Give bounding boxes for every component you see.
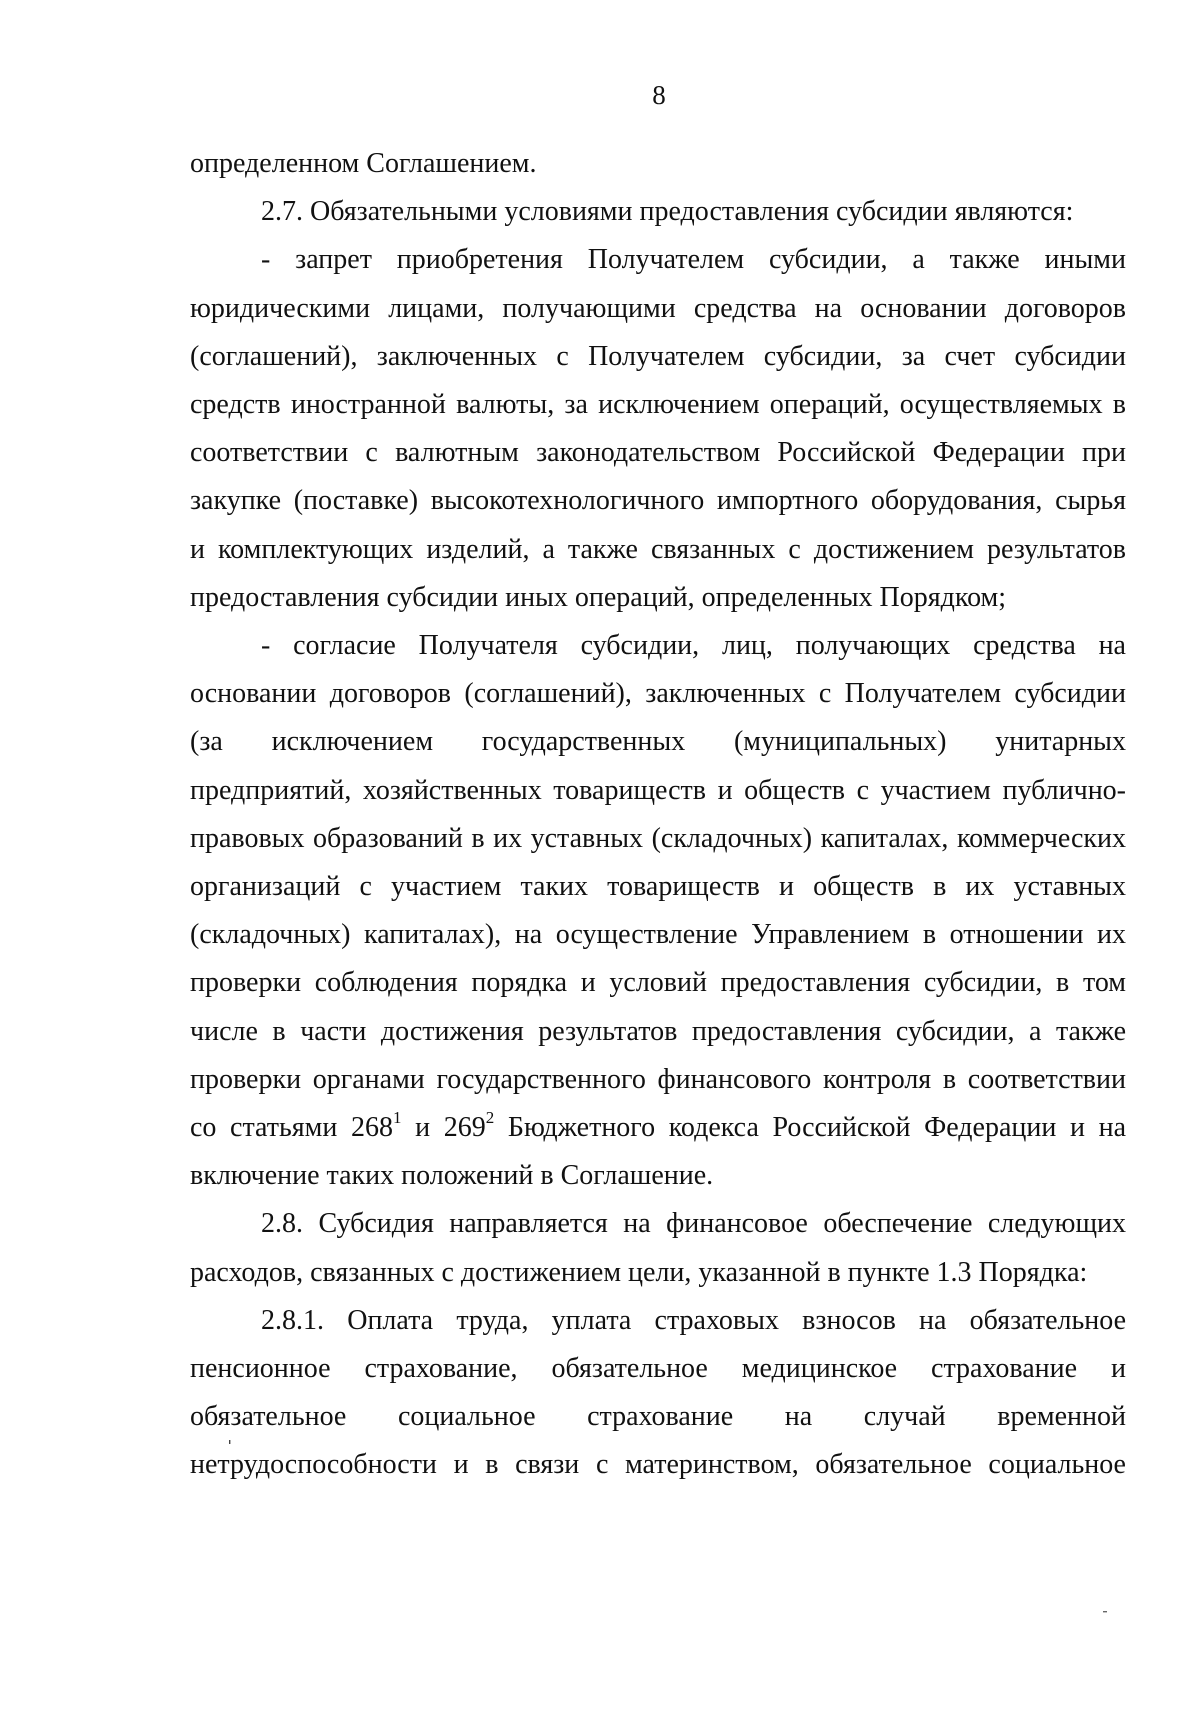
text-line: закупке (поставке) высокотехнологичного импортного оборудования, сырья <box>190 485 1126 517</box>
text-line: соответствии с валютным законодательством Российской Федерации при <box>190 437 1126 469</box>
document-body <box>190 140 1126 1490</box>
text-line: - согласие Получателя субсидии, лиц, получающих средства на <box>261 630 1126 662</box>
text-line: 2.7. Обязательными условиями предоставления субсидии являются: <box>261 196 1074 228</box>
text-line: предоставления субсидии иных операций, определенных Порядком; <box>190 581 1007 613</box>
text-line: 2.8.1. Оплата труда, уплата страховых взносов на обязательное <box>261 1304 1126 1336</box>
text-line: правовых образований в их уставных (складочных) капиталах, коммерческих <box>190 822 1126 854</box>
text-line: основании договоров (соглашений), заключенных с Получателем субсидии <box>190 678 1126 710</box>
text-line: (за исключением государственных (муниципальных) унитарных <box>190 726 1126 758</box>
page-number: 8 <box>652 80 666 110</box>
text-line: 2.8. Субсидия направляется на финансовое обеспечение следующих <box>261 1208 1126 1240</box>
text-line: средств иностранной валюты, за исключением операций, осуществляемых в <box>190 389 1126 421</box>
text-line: организаций с участием таких товариществ и обществ в их уставных <box>190 871 1126 903</box>
text-line: предприятий, хозяйственных товариществ и обществ с участием публично- <box>190 774 1126 806</box>
text-line: пенсионное страхование, обязательное медицинское страхование и <box>190 1353 1126 1385</box>
text-line: нетрудоспособности и в связи с материнством, обязательное социальное <box>190 1449 1126 1481</box>
text-line: проверки органами государственного финансового контроля в соответствии <box>190 1063 1126 1095</box>
text-line: проверки соблюдения порядка и условий предоставления субсидии, в том <box>190 967 1126 999</box>
text-line: числе в части достижения результатов предоставления субсидии, а также <box>190 1015 1126 1047</box>
text-line: - запрет приобретения Получателем субсидии, а также иными <box>261 244 1126 276</box>
text-line: обязательное социальное страхование на случай временной <box>190 1401 1126 1433</box>
text-line: юридическими лицами, получающими средства на основании договоров <box>190 292 1126 324</box>
text-line: и комплектующих изделий, а также связанных с достижением результатов <box>190 533 1126 565</box>
text-line: определенном Соглашением. <box>190 148 537 179</box>
text-line: включение таких положений в Соглашение. <box>190 1160 714 1192</box>
text-line: (соглашений), заключенных с Получателем субсидии, за счет субсидии <box>190 340 1126 372</box>
text-line: расходов, связанных с достижением цели, указанной в пункте 1.3 Порядка: <box>190 1256 1088 1288</box>
text-line: (складочных) капиталах), на осуществление Управлением в отношении их <box>190 919 1126 951</box>
text-line: со статьями $268^1$ и $269^2$ Бюджетного кодекса Российской Федерации и на <box>190 1107 1126 1144</box>
